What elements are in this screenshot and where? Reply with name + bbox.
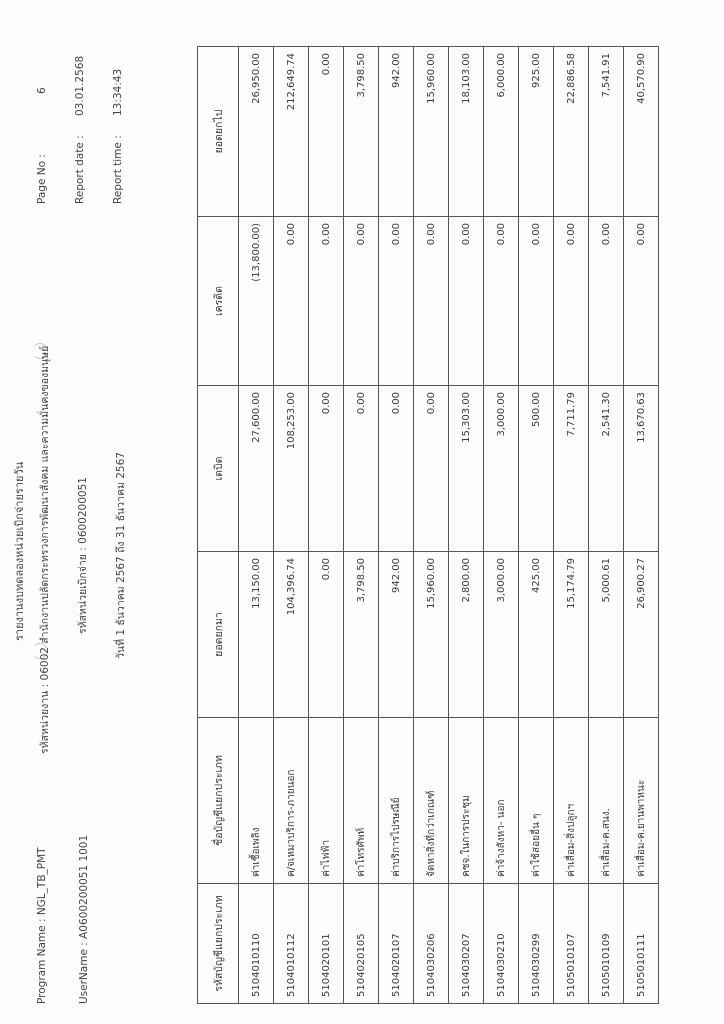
account-code: 5104030299	[519, 884, 554, 1004]
column-header: เดบิต	[198, 386, 239, 552]
page-value: 6	[36, 87, 48, 94]
credit-amount: 0.00	[379, 217, 414, 386]
account-code: 5104020101	[309, 884, 344, 1004]
credit-amount: (13,800.00)	[239, 217, 274, 386]
closing-balance: 7,541.91	[589, 47, 624, 217]
credit-amount: 0.00	[344, 217, 379, 386]
debit-amount: 15,303.00	[449, 386, 484, 552]
credit-amount: 0.00	[414, 217, 449, 386]
opening-balance: 26,900.27	[624, 552, 659, 718]
credit-amount: 0.00	[484, 217, 519, 386]
table-row	[589, 47, 624, 1004]
debit-amount: 3,000.00	[484, 386, 519, 552]
opening-balance: 2,800.00	[449, 552, 484, 718]
column-header: เครดิต	[198, 217, 239, 386]
account-name: ค่าเสื่อม-สิ่งปลูกฯ	[554, 718, 589, 884]
opening-balance: 104,396.74	[274, 552, 309, 718]
opening-balance: 0.00	[309, 552, 344, 718]
closing-balance: 0.00	[309, 47, 344, 217]
user-name: UserName : A0600200051 1001	[78, 834, 90, 1004]
disbursement-unit: รหัสหน่วยเบิกจ่าย : 0600200051	[77, 477, 89, 634]
debit-amount: 7,711.79	[554, 386, 589, 552]
debit-amount: 0.00	[414, 386, 449, 552]
account-name: ค/จเหมาบริการ-ภายนอก	[274, 718, 309, 884]
account-code: 5105010111	[624, 884, 659, 1004]
opening-balance: 942.00	[379, 552, 414, 718]
report-date-value: 03.01.2568	[74, 55, 86, 116]
column-header: รหัสบัญชีแยกประเภท	[198, 884, 239, 1004]
closing-balance: 925.00	[519, 47, 554, 217]
agency-line: รหัสหน่วยงาน : 06002 สำนักงานปลัดกระทรวงการพัฒนาสังคม และความมั่นคงของมนุษย์	[39, 345, 51, 754]
closing-balance: 22,886.58	[554, 47, 589, 217]
closing-balance: 3,798.50	[344, 47, 379, 217]
account-code: 5104030207	[449, 884, 484, 1004]
opening-balance: 3,798.50	[344, 552, 379, 718]
account-name: ค่าโทรศัพท์	[344, 718, 379, 884]
trial-balance-table	[197, 46, 659, 1004]
account-code: 5104030206	[414, 884, 449, 1004]
credit-amount: 0.00	[554, 217, 589, 386]
debit-amount: 2,541.30	[589, 386, 624, 552]
credit-amount: 0.00	[624, 217, 659, 386]
closing-balance: 26,950.00	[239, 47, 274, 217]
table-row	[274, 47, 309, 1004]
column-header: ยอดยกไป	[198, 47, 239, 217]
credit-amount: 0.00	[519, 217, 554, 386]
account-code: 5105010109	[589, 884, 624, 1004]
closing-balance: 18,103.00	[449, 47, 484, 217]
debit-amount: 108,253.00	[274, 386, 309, 552]
account-code: 5104020107	[379, 884, 414, 1004]
opening-balance: 15,960.00	[414, 552, 449, 718]
credit-amount: 0.00	[274, 217, 309, 386]
opening-balance: 5,000.61	[589, 552, 624, 718]
credit-amount: 0.00	[309, 217, 344, 386]
report-date-label: Report date :	[74, 135, 86, 204]
credit-amount: 0.00	[589, 217, 624, 386]
report-title: รายงานงบทดลองหน่วยเบิกจ่ายรายวัน	[13, 461, 26, 641]
closing-balance: 40,570.90	[624, 47, 659, 217]
closing-balance: 15,960.00	[414, 47, 449, 217]
date-range: วันที่ 1 ธันวาคม 2567 ถึง 31 ธันวาคม 2567	[115, 452, 127, 659]
program-name: Program Name : NGL_TB_PMT	[36, 847, 48, 1004]
report-time-label: Report time :	[112, 135, 124, 204]
account-code: 5104020105	[344, 884, 379, 1004]
table-row	[344, 47, 379, 1004]
account-code: 5104030210	[484, 884, 519, 1004]
debit-amount: 0.00	[344, 386, 379, 552]
closing-balance: 6,000.00	[484, 47, 519, 217]
closing-balance: 212,649.74	[274, 47, 309, 217]
table-row	[309, 47, 344, 1004]
column-header: ยอดยกมา	[198, 552, 239, 718]
account-name: ค่าเสื่อม-ค.ยานพาหนะ	[624, 718, 659, 884]
account-name: ค่าไฟฟ้า	[309, 718, 344, 884]
page-label: Page No :	[36, 154, 48, 204]
credit-amount: 0.00	[449, 217, 484, 386]
table-row	[484, 47, 519, 1004]
debit-amount: 500.00	[519, 386, 554, 552]
account-name: ค่าเชื้อเพลิง	[239, 718, 274, 884]
debit-amount: 13,670.63	[624, 386, 659, 552]
table-row	[449, 47, 484, 1004]
debit-amount: 0.00	[379, 386, 414, 552]
debit-amount: 0.00	[309, 386, 344, 552]
account-name: คชจ.ในการประชุม	[449, 718, 484, 884]
account-code: 5104010110	[239, 884, 274, 1004]
table-row	[624, 47, 659, 1004]
account-code: 5104010112	[274, 884, 309, 1004]
opening-balance: 13,150.00	[239, 552, 274, 718]
table-row	[519, 47, 554, 1004]
table-header-row	[198, 47, 239, 1004]
account-name: จัดหาสิ่งที่กว่าเกณฑ์	[414, 718, 449, 884]
report-time-value: 13:34:43	[112, 68, 124, 116]
column-header: ชื่อบัญชีแยกประเภท	[198, 718, 239, 884]
debit-amount: 27,600.00	[239, 386, 274, 552]
closing-balance: 942.00	[379, 47, 414, 217]
account-name: ค่าใช้สอยอื่น ๆ	[519, 718, 554, 884]
opening-balance: 15,174.79	[554, 552, 589, 718]
table-row	[379, 47, 414, 1004]
account-name: ค่าบริการไปรษณีย์	[379, 718, 414, 884]
opening-balance: 425.00	[519, 552, 554, 718]
account-name: ค่าจ้างสังหา- นอก	[484, 718, 519, 884]
table-row	[239, 47, 274, 1004]
opening-balance: 3,000.00	[484, 552, 519, 718]
account-name: ค่าเสื่อม-ค.สนง.	[589, 718, 624, 884]
account-code: 5105010107	[554, 884, 589, 1004]
table-row	[554, 47, 589, 1004]
table-row	[414, 47, 449, 1004]
